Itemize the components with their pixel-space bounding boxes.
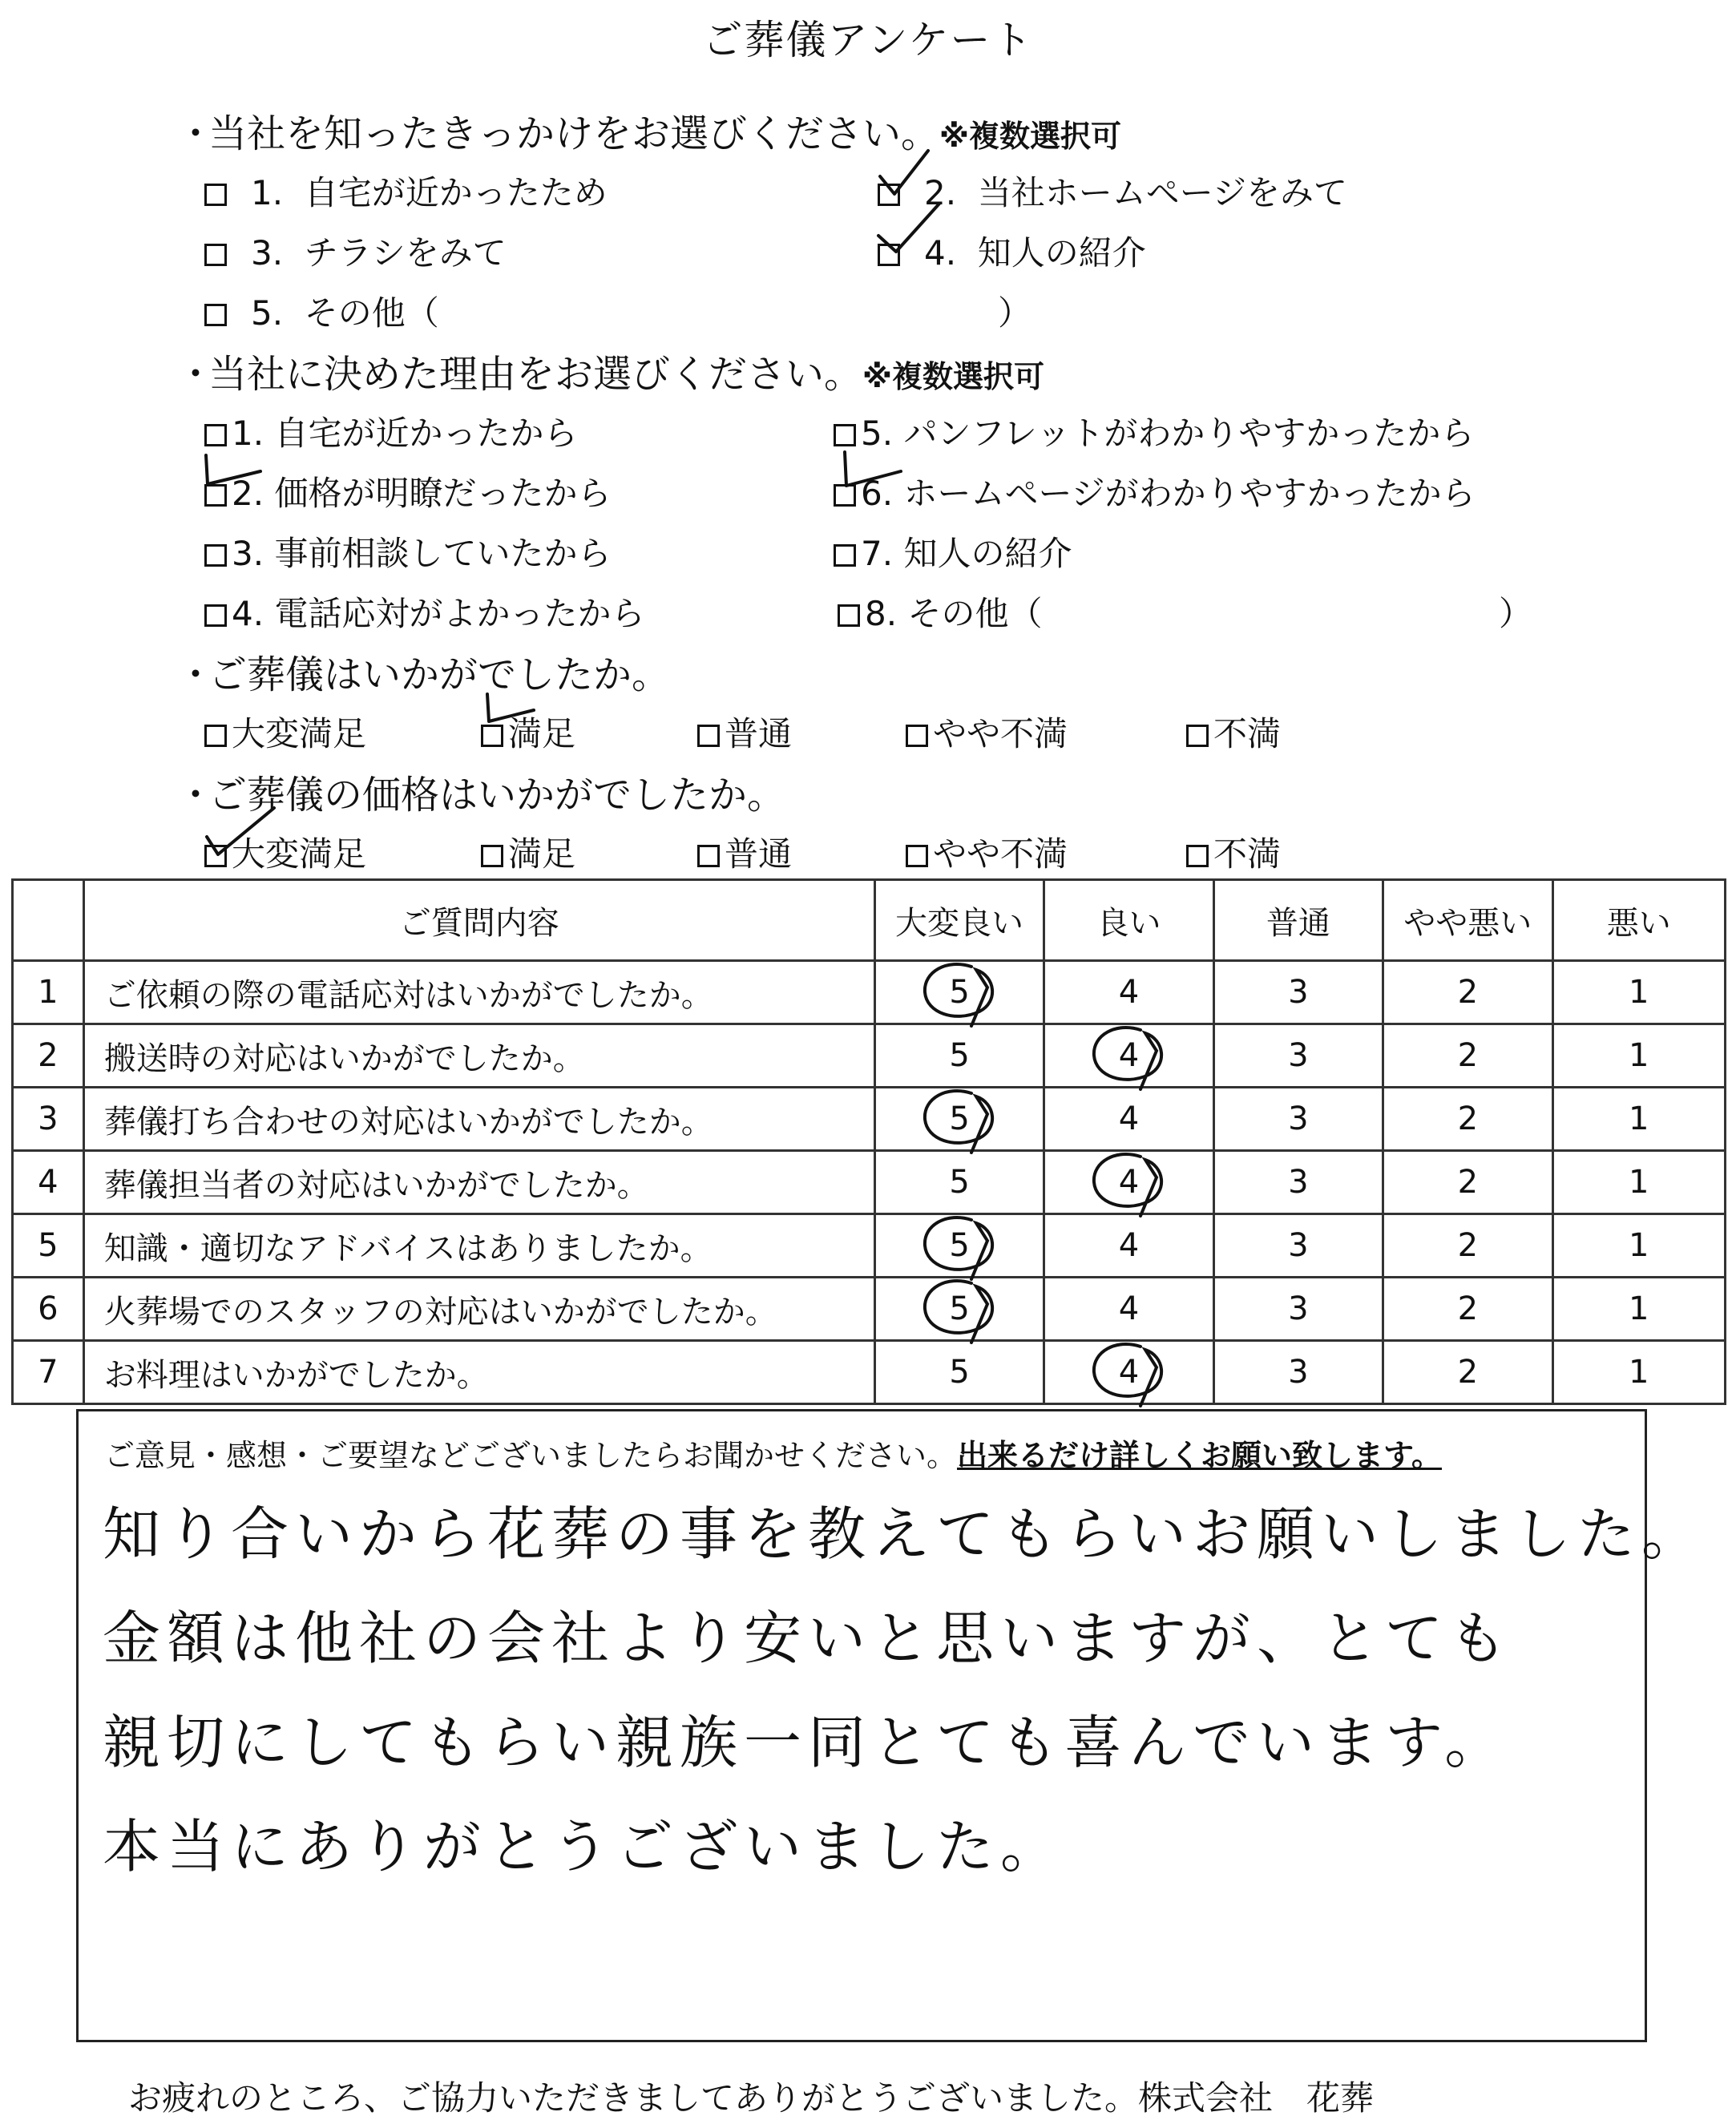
score-2-cell[interactable] bbox=[1383, 961, 1552, 1024]
option-text: チラシをみて bbox=[304, 233, 507, 273]
comment-prompt bbox=[104, 1431, 1442, 1475]
table-row bbox=[13, 1024, 1726, 1088]
option-number: 2. bbox=[232, 474, 264, 513]
checkbox[interactable] bbox=[481, 725, 503, 747]
option-number: 1. bbox=[251, 173, 284, 212]
score-1-cell[interactable] bbox=[1552, 961, 1725, 1024]
score-2-cell[interactable] bbox=[1383, 1088, 1552, 1151]
score-value: 4 bbox=[1118, 1290, 1140, 1327]
checkbox[interactable] bbox=[481, 845, 503, 867]
score-1-cell[interactable] bbox=[1552, 1024, 1725, 1088]
option-number: 7. bbox=[861, 534, 894, 573]
option-text: やや不満 bbox=[933, 834, 1068, 874]
option-text: 不満 bbox=[1213, 834, 1282, 874]
option-text: やや不満 bbox=[933, 714, 1068, 753]
option-text: 自宅が近かったから bbox=[274, 414, 578, 453]
checkbox[interactable] bbox=[697, 725, 720, 747]
score-value: 1 bbox=[1629, 1100, 1649, 1137]
score-4-cell[interactable] bbox=[1044, 1088, 1213, 1151]
option-text: 満足 bbox=[508, 834, 576, 874]
checkbox[interactable] bbox=[204, 845, 227, 867]
header-somewhat-bad: やや悪い bbox=[1383, 880, 1552, 961]
score-value: 4 bbox=[1118, 1227, 1140, 1264]
score-value: 5 bbox=[949, 1354, 970, 1391]
score-value: 5 bbox=[949, 1037, 970, 1074]
q4-option-satisfied[interactable] bbox=[481, 828, 575, 876]
q4-option-neutral[interactable] bbox=[697, 828, 792, 876]
score-value: 5 bbox=[949, 1227, 970, 1264]
score-value: 2 bbox=[1457, 974, 1479, 1011]
score-value: 1 bbox=[1629, 1354, 1649, 1391]
row-question: お料理はいかがでしたか。 bbox=[83, 1341, 874, 1404]
score-4-cell[interactable] bbox=[1044, 961, 1213, 1024]
score-1-cell[interactable] bbox=[1552, 1214, 1725, 1278]
score-value: 3 bbox=[1288, 1100, 1309, 1137]
score-value: 4 bbox=[1118, 974, 1140, 1011]
footer-thanks: お疲れのところ、ご協力いただきましてありがとうございました。株式会社 花葬 bbox=[128, 2078, 1375, 2118]
score-4-cell[interactable] bbox=[1044, 1151, 1213, 1214]
table-row bbox=[13, 1278, 1726, 1341]
option-q2-5[interactable] bbox=[834, 407, 1474, 455]
header-question: ご質問内容 bbox=[83, 880, 874, 961]
option-number: 5. bbox=[861, 414, 894, 453]
option-q1-3[interactable] bbox=[204, 227, 507, 275]
option-text: 大変満足 bbox=[232, 834, 367, 874]
header-average: 普通 bbox=[1213, 880, 1383, 961]
handwritten-line: 知り合いから花葬の事を教えてもらいお願いしました。 bbox=[103, 1500, 1706, 1568]
score-3-cell[interactable] bbox=[1213, 1151, 1383, 1214]
score-2-cell[interactable] bbox=[1383, 1278, 1552, 1341]
q4-option-dissatisfied[interactable] bbox=[1186, 828, 1281, 876]
option-q1-1[interactable] bbox=[204, 167, 608, 215]
row-number: 2 bbox=[13, 1024, 84, 1088]
survey-title: ご葬儀アンケート bbox=[702, 17, 1034, 63]
score-2-cell[interactable] bbox=[1383, 1341, 1552, 1404]
header-number bbox=[13, 880, 84, 961]
option-text: 自宅が近かったため bbox=[304, 173, 608, 212]
score-value: 2 bbox=[1457, 1037, 1479, 1074]
score-5-cell[interactable] bbox=[874, 1024, 1044, 1088]
score-4-cell[interactable] bbox=[1044, 1024, 1213, 1088]
score-value: 1 bbox=[1629, 1037, 1649, 1074]
score-value: 5 bbox=[949, 1290, 970, 1327]
option-q1-4[interactable] bbox=[878, 227, 1146, 275]
option-text: 大変満足 bbox=[232, 714, 367, 753]
option-number: 4. bbox=[924, 233, 957, 273]
score-2-cell[interactable] bbox=[1383, 1214, 1552, 1278]
table-row bbox=[13, 1341, 1726, 1404]
option-number: 2. bbox=[924, 173, 957, 212]
handwritten-line: 本当にありがとうございました。 bbox=[103, 1813, 1065, 1880]
row-question: 搬送時の対応はいかがでしたか。 bbox=[83, 1024, 874, 1088]
checkbox[interactable] bbox=[834, 484, 856, 507]
comment-box[interactable] bbox=[76, 1409, 1706, 2042]
other-close-paren: ） bbox=[998, 293, 1032, 333]
checkbox[interactable] bbox=[1186, 725, 1209, 747]
option-q2-1[interactable] bbox=[204, 407, 577, 455]
row-question: 火葬場でのスタッフの対応はいかがでしたか。 bbox=[83, 1278, 874, 1341]
row-number: 5 bbox=[13, 1214, 84, 1278]
score-2-cell[interactable] bbox=[1383, 1024, 1552, 1088]
score-value: 3 bbox=[1288, 974, 1309, 1011]
option-number: 4. bbox=[232, 594, 264, 633]
score-value: 4 bbox=[1118, 1100, 1140, 1137]
option-number: 6. bbox=[861, 474, 894, 513]
score-value: 3 bbox=[1288, 1290, 1309, 1327]
checkbox[interactable] bbox=[906, 725, 928, 747]
row-question: 知識・適切なアドバイスはありましたか。 bbox=[83, 1214, 874, 1278]
score-value: 3 bbox=[1288, 1227, 1309, 1264]
option-text: 普通 bbox=[725, 714, 793, 753]
score-5-cell[interactable] bbox=[874, 1214, 1044, 1278]
option-q2-4[interactable] bbox=[204, 588, 644, 636]
checkbox[interactable] bbox=[838, 604, 860, 627]
option-text: 普通 bbox=[725, 834, 793, 874]
score-value: 2 bbox=[1457, 1164, 1479, 1201]
score-5-cell[interactable] bbox=[874, 961, 1044, 1024]
score-2-cell[interactable] bbox=[1383, 1151, 1552, 1214]
score-3-cell[interactable] bbox=[1213, 1278, 1383, 1341]
score-value: 5 bbox=[949, 1164, 970, 1201]
score-value: 3 bbox=[1288, 1164, 1309, 1201]
option-text: 満足 bbox=[508, 714, 576, 753]
q3-option-satisfied[interactable] bbox=[481, 708, 575, 756]
checkbox[interactable] bbox=[697, 845, 720, 867]
score-value: 3 bbox=[1288, 1354, 1309, 1391]
score-value: 1 bbox=[1629, 1290, 1649, 1327]
score-1-cell[interactable] bbox=[1552, 1278, 1725, 1341]
checkbox[interactable] bbox=[834, 544, 856, 567]
checkbox[interactable] bbox=[878, 244, 900, 266]
rating-table bbox=[11, 878, 1726, 1405]
score-1-cell[interactable] bbox=[1552, 1151, 1725, 1214]
score-value: 1 bbox=[1629, 1164, 1649, 1201]
score-5-cell[interactable] bbox=[874, 1088, 1044, 1151]
option-text: その他（ bbox=[907, 594, 1043, 633]
row-question: 葬儀担当者の対応はいかがでしたか。 bbox=[83, 1151, 874, 1214]
multi-select-note: ※複数選択可 bbox=[939, 119, 1121, 154]
question-label: ご葬儀はいかがでしたか。 bbox=[208, 652, 671, 697]
option-text: 当社ホームページをみて bbox=[977, 173, 1347, 212]
table-row bbox=[13, 961, 1726, 1024]
checkbox[interactable] bbox=[204, 304, 227, 326]
other-close-paren: ） bbox=[1499, 594, 1533, 633]
checkbox[interactable] bbox=[204, 484, 227, 507]
q4-option-very-satisfied[interactable] bbox=[204, 828, 366, 876]
header-good: 良い bbox=[1044, 880, 1213, 961]
row-number: 3 bbox=[13, 1088, 84, 1151]
question-how-known: ・当社を知ったきっかけをお選びください。※複数選択可 bbox=[176, 111, 1121, 156]
comment-prompt-text: ご意見・感想・ご要望などございましたらお聞かせください。 bbox=[104, 1438, 958, 1473]
header-bad: 悪い bbox=[1552, 880, 1725, 961]
score-1-cell[interactable] bbox=[1552, 1341, 1725, 1404]
score-5-cell[interactable] bbox=[874, 1278, 1044, 1341]
score-value: 2 bbox=[1457, 1227, 1479, 1264]
score-value: 3 bbox=[1288, 1037, 1309, 1074]
score-value: 4 bbox=[1118, 1037, 1140, 1074]
question-price-satisfaction: ・ご葬儀の価格はいかがでしたか。 bbox=[176, 773, 786, 818]
row-question: 葬儀打ち合わせの対応はいかがでしたか。 bbox=[83, 1088, 874, 1151]
q4-option-somewhat-dissatisfied[interactable] bbox=[906, 828, 1068, 876]
handwritten-line: 親切にしてもらい親族一同とても喜んでいます。 bbox=[103, 1709, 1509, 1776]
question-satisfaction: ・ご葬儀はいかがでしたか。 bbox=[176, 652, 671, 697]
score-1-cell[interactable] bbox=[1552, 1088, 1725, 1151]
option-q2-2[interactable] bbox=[204, 467, 611, 515]
score-3-cell[interactable] bbox=[1213, 1088, 1383, 1151]
option-text: 知人の紹介 bbox=[903, 534, 1072, 573]
checkbox[interactable] bbox=[906, 845, 928, 867]
question-label: ご葬儀の価格はいかがでしたか。 bbox=[208, 773, 786, 818]
q3-option-neutral[interactable] bbox=[697, 708, 792, 756]
score-5-cell[interactable] bbox=[874, 1151, 1044, 1214]
multi-select-note: ※複数選択可 bbox=[862, 359, 1044, 394]
option-text: 不満 bbox=[1213, 714, 1282, 753]
option-text: パンフレットがわかりやすかったから bbox=[903, 414, 1475, 453]
table-row bbox=[13, 1088, 1726, 1151]
score-value: 5 bbox=[949, 1100, 970, 1137]
score-value: 1 bbox=[1629, 1227, 1649, 1264]
checkbox[interactable] bbox=[204, 424, 227, 446]
option-text: ホームページがわかりやすかったから bbox=[903, 474, 1476, 513]
option-text: 電話応対がよかったから bbox=[274, 594, 645, 633]
table-row bbox=[13, 1214, 1726, 1278]
score-value: 5 bbox=[949, 974, 970, 1011]
score-value: 2 bbox=[1457, 1290, 1479, 1327]
row-number: 7 bbox=[13, 1341, 84, 1404]
checkbox[interactable] bbox=[204, 544, 227, 567]
q3-option-very-satisfied[interactable] bbox=[204, 708, 366, 756]
option-text: その他（ bbox=[304, 293, 439, 333]
question-label: 当社に決めた理由をお選びください。 bbox=[208, 352, 863, 397]
score-3-cell[interactable] bbox=[1213, 961, 1383, 1024]
checkbox[interactable] bbox=[834, 424, 856, 446]
row-number: 1 bbox=[13, 961, 84, 1024]
header-very-good: 大変良い bbox=[874, 880, 1044, 961]
option-q2-6[interactable] bbox=[834, 467, 1476, 515]
row-number: 4 bbox=[13, 1151, 84, 1214]
checkbox[interactable] bbox=[204, 604, 227, 627]
option-number: 3. bbox=[251, 233, 284, 273]
row-number: 6 bbox=[13, 1278, 84, 1341]
score-5-cell[interactable] bbox=[874, 1341, 1044, 1404]
score-value: 2 bbox=[1457, 1354, 1479, 1391]
option-number: 5. bbox=[251, 293, 284, 333]
score-value: 4 bbox=[1118, 1164, 1140, 1201]
option-q2-3[interactable] bbox=[204, 527, 611, 575]
checkbox[interactable] bbox=[204, 725, 227, 747]
checkbox[interactable] bbox=[1186, 845, 1209, 867]
option-q1-2[interactable] bbox=[878, 167, 1347, 215]
score-value: 1 bbox=[1629, 974, 1649, 1011]
option-q2-8[interactable] bbox=[838, 588, 1042, 636]
score-value: 2 bbox=[1457, 1100, 1479, 1137]
handwritten-line: 金額は他社の会社より安いと思いますが、とても bbox=[103, 1605, 1514, 1672]
row-question: ご依頼の際の電話応対はいかがでしたか。 bbox=[83, 961, 874, 1024]
option-q2-7[interactable] bbox=[834, 527, 1072, 575]
q3-option-somewhat-dissatisfied[interactable] bbox=[906, 708, 1068, 756]
checkbox[interactable] bbox=[204, 184, 227, 206]
score-4-cell[interactable] bbox=[1044, 1278, 1213, 1341]
checkbox[interactable] bbox=[204, 244, 227, 266]
option-q1-5[interactable] bbox=[204, 287, 439, 335]
q3-option-dissatisfied[interactable] bbox=[1186, 708, 1281, 756]
score-4-cell[interactable] bbox=[1044, 1214, 1213, 1278]
score-3-cell[interactable] bbox=[1213, 1024, 1383, 1088]
table-row bbox=[13, 1151, 1726, 1214]
option-text: 事前相談していたから bbox=[274, 534, 612, 573]
comment-prompt-emphasis: 出来るだけ詳しくお願い致します。 bbox=[957, 1438, 1442, 1473]
checkbox[interactable] bbox=[878, 184, 900, 206]
score-3-cell[interactable] bbox=[1213, 1341, 1383, 1404]
score-4-cell[interactable] bbox=[1044, 1341, 1213, 1404]
option-number: 3. bbox=[232, 534, 264, 573]
question-reason: ・当社に決めた理由をお選びください。※複数選択可 bbox=[176, 352, 1044, 397]
score-value: 4 bbox=[1118, 1354, 1140, 1391]
option-text: 価格が明瞭だったから bbox=[274, 474, 612, 513]
option-number: 1. bbox=[232, 414, 264, 453]
question-label: 当社を知ったきっかけをお選びください。 bbox=[208, 111, 940, 156]
table-header-row bbox=[13, 880, 1726, 961]
score-3-cell[interactable] bbox=[1213, 1214, 1383, 1278]
option-number: 8. bbox=[865, 594, 898, 633]
option-text: 知人の紹介 bbox=[977, 233, 1146, 273]
